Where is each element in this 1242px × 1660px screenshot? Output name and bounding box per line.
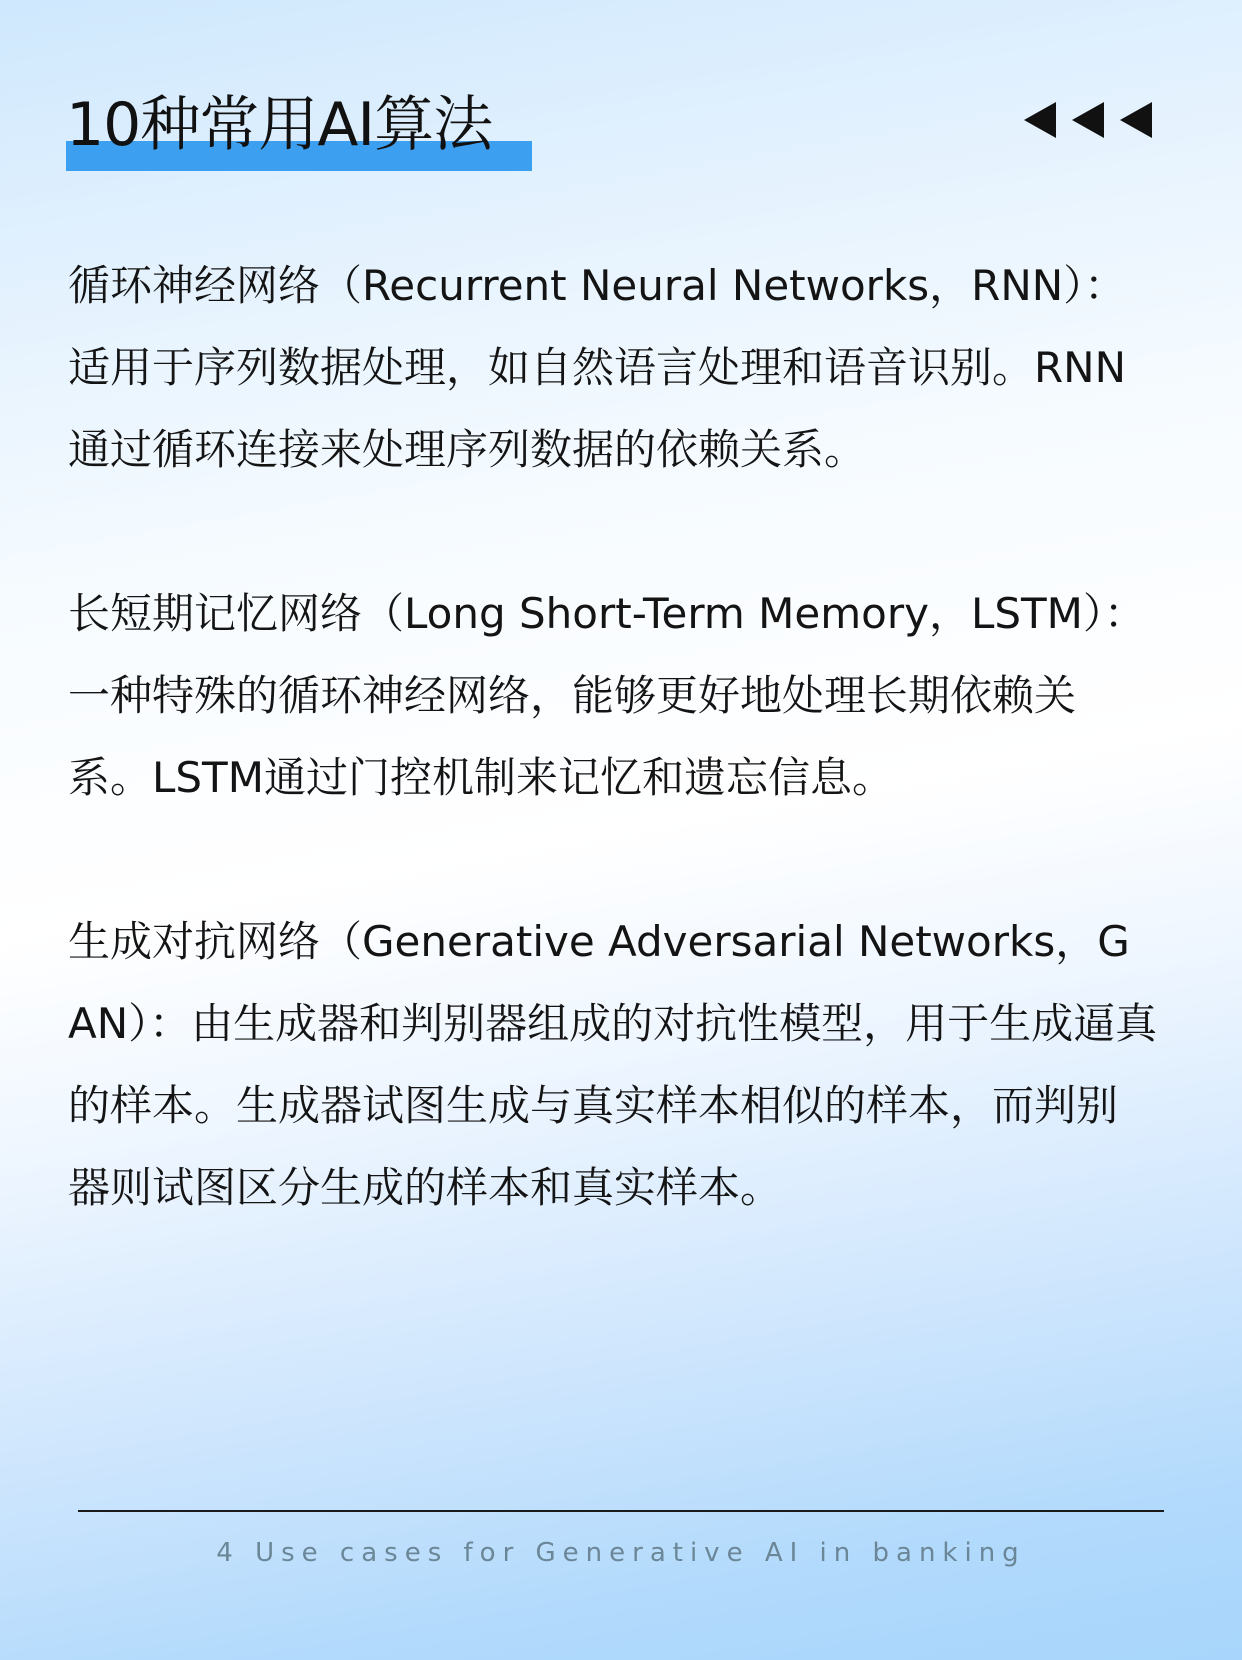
nav-arrows: [1024, 102, 1152, 138]
paragraph-gan: 生成对抗网络（Generative Adversarial Networks，GAN）：由生成器和判别器组成的对抗性模型，用于生成逼真的样本。生成器试图生成与真实样本相似的样本，而判别器则试图区分生成的样本和真实样本。: [68, 917, 1158, 1212]
article-body: [68, 245, 1158, 1229]
footer-divider: [78, 1510, 1164, 1512]
header: [66, 88, 1176, 178]
paragraph-lstm: 长短期记忆网络（Long Short-Term Memory，LSTM）：一种特殊的循环神经网络，能够更好地处理长期依赖关系。LSTM通过门控机制来记忆和遗忘信息。: [68, 589, 1146, 802]
triangle-left-icon: [1024, 102, 1056, 138]
footer-caption: 4 Use cases for Generative AI in banking: [216, 1538, 1026, 1568]
triangle-left-icon: [1072, 102, 1104, 138]
title-block: [66, 88, 492, 178]
paragraph-rnn: 循环神经网络（Recurrent Neural Networks，RNN）：适用于序列数据处理，如自然语言处理和语音识别。RNN通过循环连接来处理序列数据的依赖关系。: [68, 261, 1127, 474]
triangle-left-icon: [1120, 102, 1152, 138]
page-title: 10种常用AI算法: [66, 90, 493, 160]
